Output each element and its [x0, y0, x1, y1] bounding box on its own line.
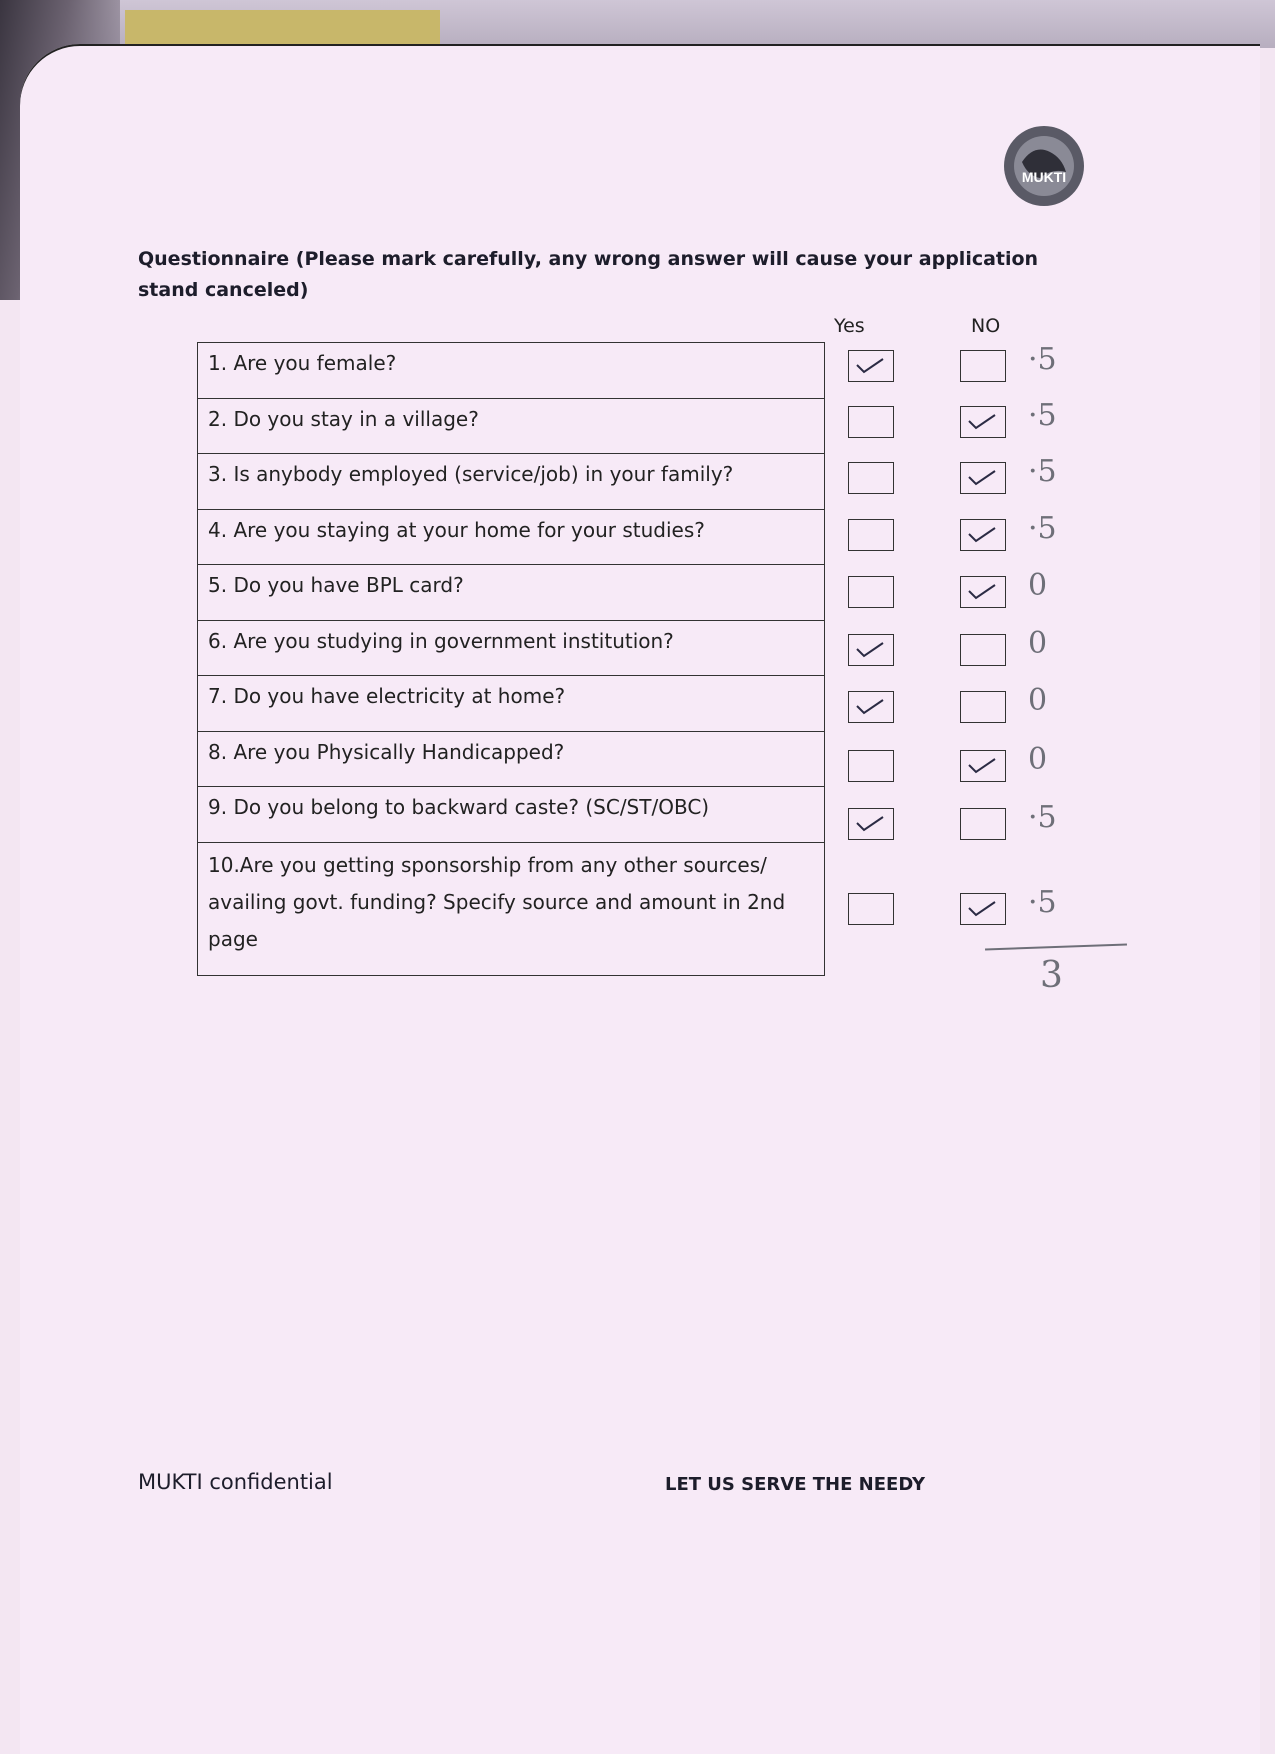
no-checkbox[interactable]: [960, 634, 1006, 666]
yes-checkbox[interactable]: [848, 893, 894, 925]
handwritten-score: 0: [1028, 568, 1048, 603]
no-checkbox[interactable]: [960, 808, 1006, 840]
question-row: 2. Do you stay in a village?: [198, 399, 824, 455]
question-row: 7. Do you have electricity at home?: [198, 676, 824, 732]
logo-text: MUKTI: [1021, 169, 1067, 185]
question-row: 1. Are you female?: [198, 343, 824, 399]
footer-motto: LET US SERVE THE NEEDY: [665, 1474, 925, 1495]
no-checkbox[interactable]: [960, 462, 1006, 494]
yes-checkbox[interactable]: [848, 691, 894, 723]
checkmark-icon: [967, 467, 997, 487]
yes-checkbox[interactable]: [848, 350, 894, 382]
handwritten-score: ·5: [1028, 885, 1057, 920]
yes-checkbox[interactable]: [848, 750, 894, 782]
question-row: 3. Is anybody employed (service/job) in your family?: [198, 454, 824, 510]
checkmark-icon: [967, 524, 997, 544]
question-row: 5. Do you have BPL card?: [198, 565, 824, 621]
checkmark-icon: [967, 898, 997, 918]
handwritten-score: 0: [1028, 683, 1048, 718]
column-yes: Yes: [834, 315, 865, 337]
checkmark-icon: [855, 813, 885, 833]
checkmark-icon: [855, 639, 885, 659]
total-score: 3: [1040, 955, 1063, 996]
column-no: NO: [971, 315, 1001, 337]
questions-table: [197, 342, 825, 976]
no-checkbox[interactable]: [960, 576, 1006, 608]
checkmark-icon: [967, 411, 997, 431]
no-checkbox[interactable]: [960, 750, 1006, 782]
footer-confidential: MUKTI confidential: [138, 1470, 333, 1494]
no-checkbox[interactable]: [960, 691, 1006, 723]
checkmark-icon: [855, 355, 885, 375]
handwritten-score: 0: [1028, 742, 1048, 777]
page-title: Questionnaire (Please mark carefully, any wrong answer will cause your application stand canceled): [138, 248, 1039, 301]
yes-checkbox[interactable]: [848, 576, 894, 608]
yes-checkbox[interactable]: [848, 462, 894, 494]
handwritten-score: ·5: [1028, 800, 1057, 835]
question-row: 9. Do you belong to backward caste? (SC/ST/OBC): [198, 787, 824, 843]
no-checkbox[interactable]: [960, 406, 1006, 438]
question-row: 4. Are you staying at your home for your studies?: [198, 510, 824, 566]
checkmark-icon: [855, 696, 885, 716]
question-row: 10.Are you getting sponsorship from any other sources/ availing govt. funding? Specify source and amount in 2nd page: [208, 852, 786, 951]
checkmark-icon: [967, 755, 997, 775]
question-row: 8. Are you Physically Handicapped?: [198, 732, 824, 788]
yes-checkbox[interactable]: [848, 519, 894, 551]
yes-checkbox[interactable]: [848, 406, 894, 438]
handwritten-score: ·5: [1028, 511, 1057, 546]
handwritten-score: ·5: [1028, 398, 1057, 433]
no-checkbox[interactable]: [960, 519, 1006, 551]
yes-checkbox[interactable]: [848, 634, 894, 666]
no-checkbox[interactable]: [960, 350, 1006, 382]
folder-tab: [125, 10, 440, 44]
handwritten-score: 0: [1028, 626, 1048, 661]
handwritten-score: ·5: [1028, 454, 1057, 489]
checkmark-icon: [967, 581, 997, 601]
no-checkbox[interactable]: [960, 893, 1006, 925]
mukti-logo-icon: [1000, 122, 1088, 210]
yes-checkbox[interactable]: [848, 808, 894, 840]
question-row: 6. Are you studying in government institution?: [198, 621, 824, 677]
handwritten-score: ·5: [1028, 342, 1057, 377]
